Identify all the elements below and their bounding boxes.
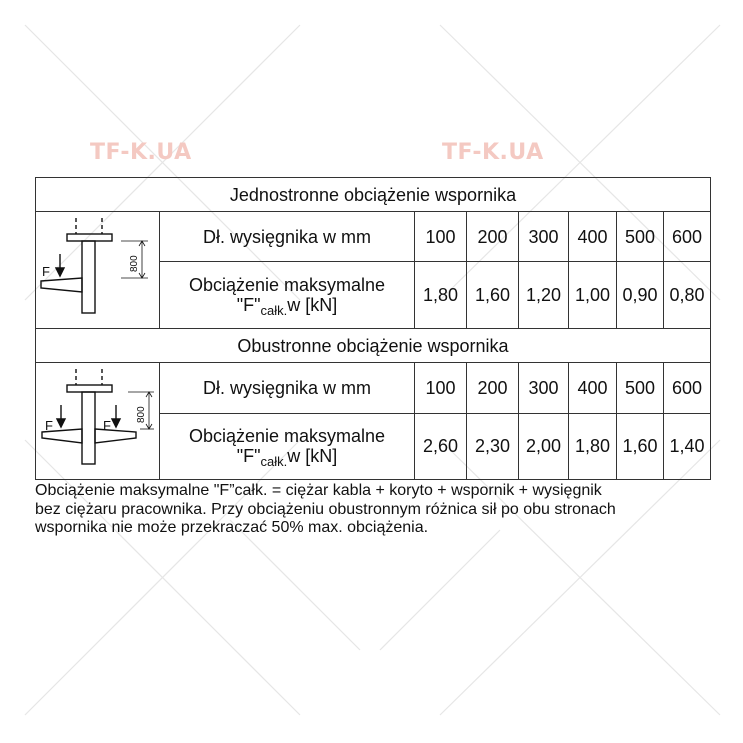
two-sided-load-400: 1,80 — [569, 413, 617, 479]
two-sided-height-label: 800 — [136, 406, 147, 423]
one-sided-load-label — [160, 262, 415, 329]
one-sided-title: Jednostronne obciążenie wspornika — [36, 178, 711, 212]
one-sided-length-200: 200 — [467, 212, 519, 262]
two-sided-load-600: 1,40 — [664, 413, 711, 479]
two-sided-load-label-tail: w [kN] — [287, 446, 338, 467]
two-sided-load-label-line1: Obciążenie maksymalne — [188, 426, 386, 447]
two-sided-load-100: 2,60 — [415, 413, 467, 479]
watermark-left: TF-K.UA — [90, 140, 192, 165]
two-sided-length-400: 400 — [569, 363, 617, 414]
two-sided-length-200: 200 — [467, 363, 519, 414]
one-sided-load-label-sub: całk. — [260, 303, 288, 319]
one-sided-length-100: 100 — [415, 212, 467, 262]
one-sided-load-300: 1,20 — [519, 262, 569, 329]
two-sided-length-600: 600 — [664, 363, 711, 414]
load-spec-table — [35, 177, 711, 480]
footnote — [35, 482, 725, 538]
footnote-line-3: wspornika nie może przekraczać 50% max. obciążenia. — [35, 519, 429, 536]
two-sided-length-label: Dł. wysięgnika w mm — [160, 363, 415, 414]
one-sided-bracket-svg — [36, 212, 159, 324]
one-sided-load-500: 0,90 — [617, 262, 664, 329]
one-sided-load-100: 1,80 — [415, 262, 467, 329]
two-sided-bracket-diagram — [36, 363, 160, 480]
one-sided-load-label-line1: Obciążenie maksymalne — [188, 275, 386, 296]
two-sided-load-300: 2,00 — [519, 413, 569, 479]
watermark-right: TF-K.UA — [442, 140, 544, 165]
one-sided-load-label-tail: w [kN] — [287, 295, 338, 316]
footnote-line-1: Obciążenie maksymalne "F”całk. = ciężar kabla + koryto + wspornik + wysięgnik — [35, 482, 602, 499]
two-sided-force-label-right: F — [103, 418, 111, 433]
two-sided-load-500: 1,60 — [617, 413, 664, 479]
one-sided-height-label: 800 — [129, 255, 140, 272]
one-sided-length-label: Dł. wysięgnika w mm — [160, 212, 415, 262]
two-sided-force-label-left: F — [45, 418, 53, 433]
two-sided-load-label-f: "F" — [236, 446, 261, 467]
one-sided-bracket-diagram — [36, 212, 160, 329]
one-sided-length-400: 400 — [569, 212, 617, 262]
two-sided-length-100: 100 — [415, 363, 467, 414]
one-sided-force-label: F — [42, 264, 50, 279]
two-sided-title: Obustronne obciążenie wspornika — [36, 329, 711, 363]
one-sided-load-400: 1,00 — [569, 262, 617, 329]
two-sided-load-200: 2,30 — [467, 413, 519, 479]
one-sided-load-200: 1,60 — [467, 262, 519, 329]
one-sided-length-600: 600 — [664, 212, 711, 262]
two-sided-bracket-svg — [36, 363, 159, 475]
two-sided-length-300: 300 — [519, 363, 569, 414]
one-sided-load-label-f: "F" — [236, 295, 261, 316]
footnote-line-2: bez ciężaru pracownika. Przy obciążeniu obustronnym różnica sił po obu stronach — [35, 500, 616, 518]
two-sided-load-label — [160, 413, 415, 479]
one-sided-load-600: 0,80 — [664, 262, 711, 329]
one-sided-length-500: 500 — [617, 212, 664, 262]
two-sided-length-500: 500 — [617, 363, 664, 414]
two-sided-load-label-sub: całk. — [260, 454, 288, 470]
one-sided-length-300: 300 — [519, 212, 569, 262]
